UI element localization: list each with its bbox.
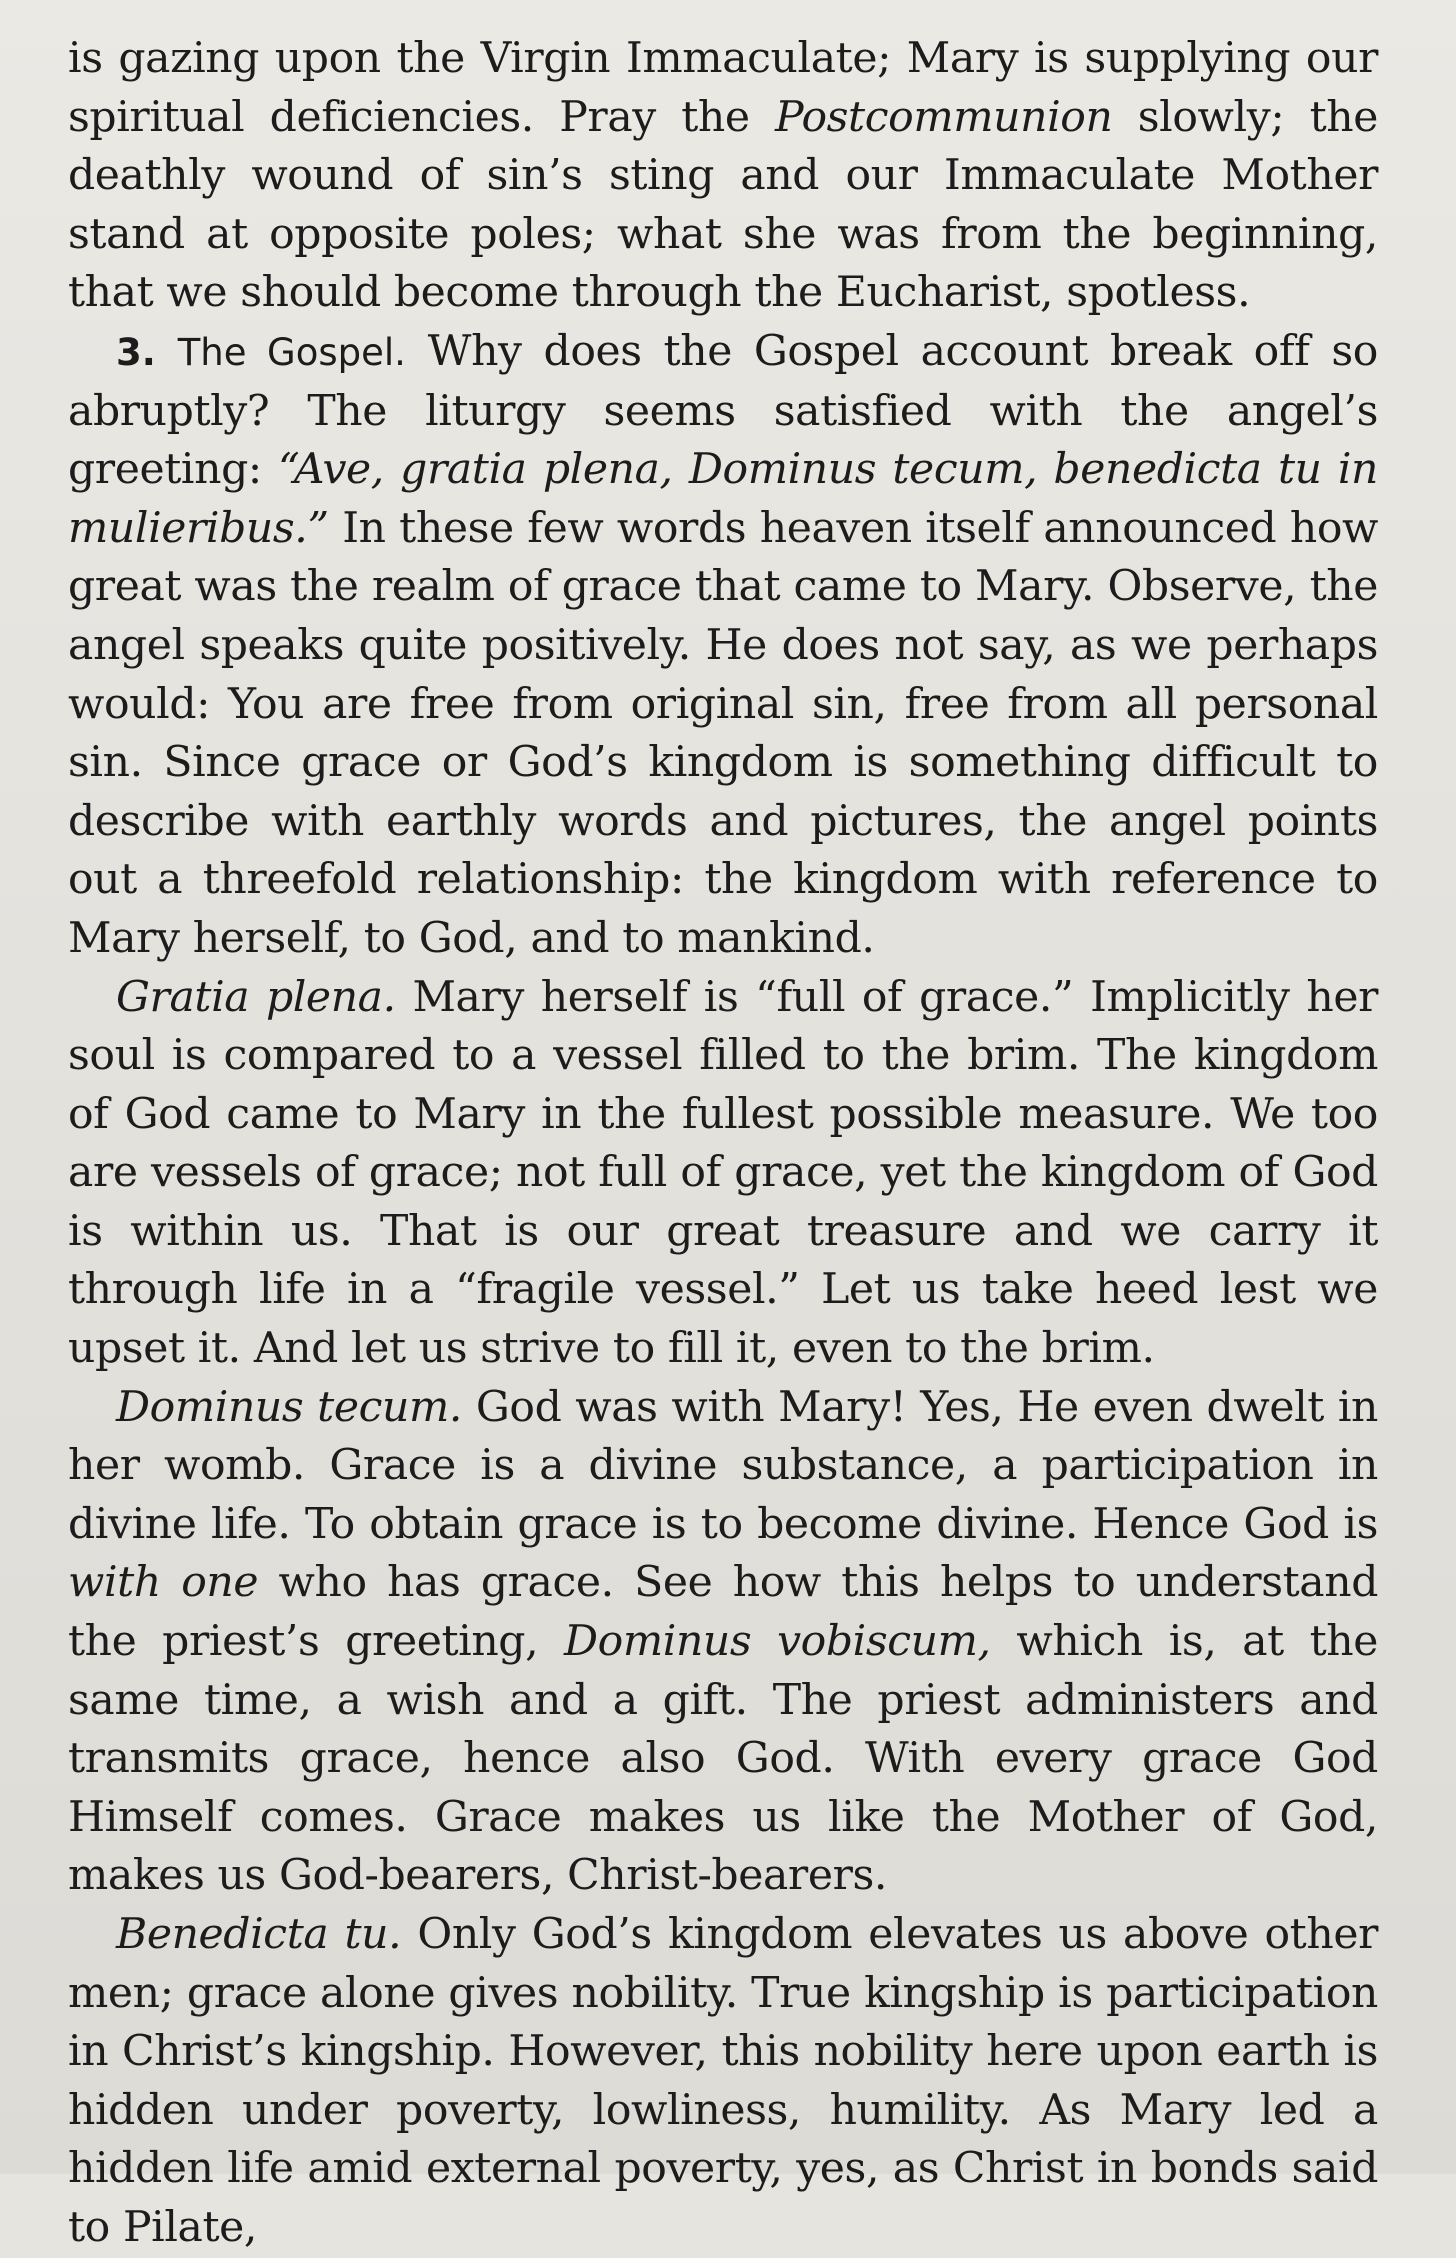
section-number: 3. [116, 330, 156, 374]
italic-term-dominus-vobiscum: Dominus vobiscum, [563, 1617, 991, 1667]
paragraph-benedicta-tu [68, 1906, 1378, 2258]
lead-term-gratia-plena: Gratia plena. [116, 972, 396, 1022]
text-run: slowly; the deathly wound of sin’s sting and our Immaculate Mother stand at opposite poles; what she was from the beginning, that we should become through the Eucharist, spotless. [68, 92, 1378, 318]
text-run: Mary herself is “full of grace.” Implicitly her soul is compared to a vessel filled to the brim. The kingdom of God came to Mary in the fullest possible measure. We too are vessels of grace; not full of grace, yet the kingdom of God is within us. That is our great treasure and we carry it through life in a “fragile vessel.” Let us take heed lest we upset it. And let us strive to fill it, even to the brim. [68, 972, 1378, 1374]
text-run: Why does the Gospel account break off so abruptly? The liturgy seems satisfied with the angel’s greeting: [68, 326, 1378, 495]
paragraph-gospel [68, 323, 1378, 969]
text-run: In these few words heaven itself announced how great was the realm of grace that came to Mary. Observe, the angel speaks quite positively. He does not say, as we perhaps would: You are free from original sin, free from all personal sin. Since grace or God’s kingdom is something difficult to describe with earthly words and pictures, the angel points out a threefold relationship: the kingdom with reference to Mary herself, to God, and to mankind. [68, 503, 1378, 963]
section-heading: The Gospel. [177, 330, 406, 374]
text-run: God was with Mary! Yes, He even dwelt in her womb. Grace is a divine substance, a participation in divine life. To obtain grace is to become divine. Hence God is [68, 1382, 1378, 1549]
lead-term-dominus-tecum: Dominus tecum. [116, 1382, 462, 1432]
paragraph-gratia-plena [68, 969, 1378, 1379]
text-run: which is, at the same time, a wish and a gift. The priest administers and transmits grace, hence also God. With every grace God Himself comes. Grace makes us like the Mother of God, makes us God-bearers, Christ-bearers. [68, 1617, 1378, 1901]
text-run: is gazing upon the Virgin Immaculate; Mary is supplying our spiritual deficiencies. Pray the [68, 34, 1378, 142]
paragraph-dominus-tecum [68, 1379, 1378, 1906]
lead-term-benedicta-tu: Benedicta tu. [116, 1910, 402, 1959]
latin-quote-ave: “Ave, gratia plena, Dominus tecum, benedicta tu in mulieribus.” [68, 445, 1378, 553]
text-run: who has grace. See how this helps to understand the priest’s greeting, [68, 1558, 1378, 1667]
text-run: Only God’s kingdom elevates us above other men; grace alone gives nobility. True kingship is participation in Christ’s kingship. However, this nobility here upon earth is hidden under poverty, lowliness, humility. As Mary led a hidden life amid external poverty, yes, as Christ in bonds said to Pilate, [68, 1910, 1378, 2252]
paragraph-postcommunion [68, 30, 1378, 323]
italic-term-with-one: with one [68, 1558, 259, 1608]
italic-term-postcommunion: Postcommunion [774, 92, 1113, 142]
